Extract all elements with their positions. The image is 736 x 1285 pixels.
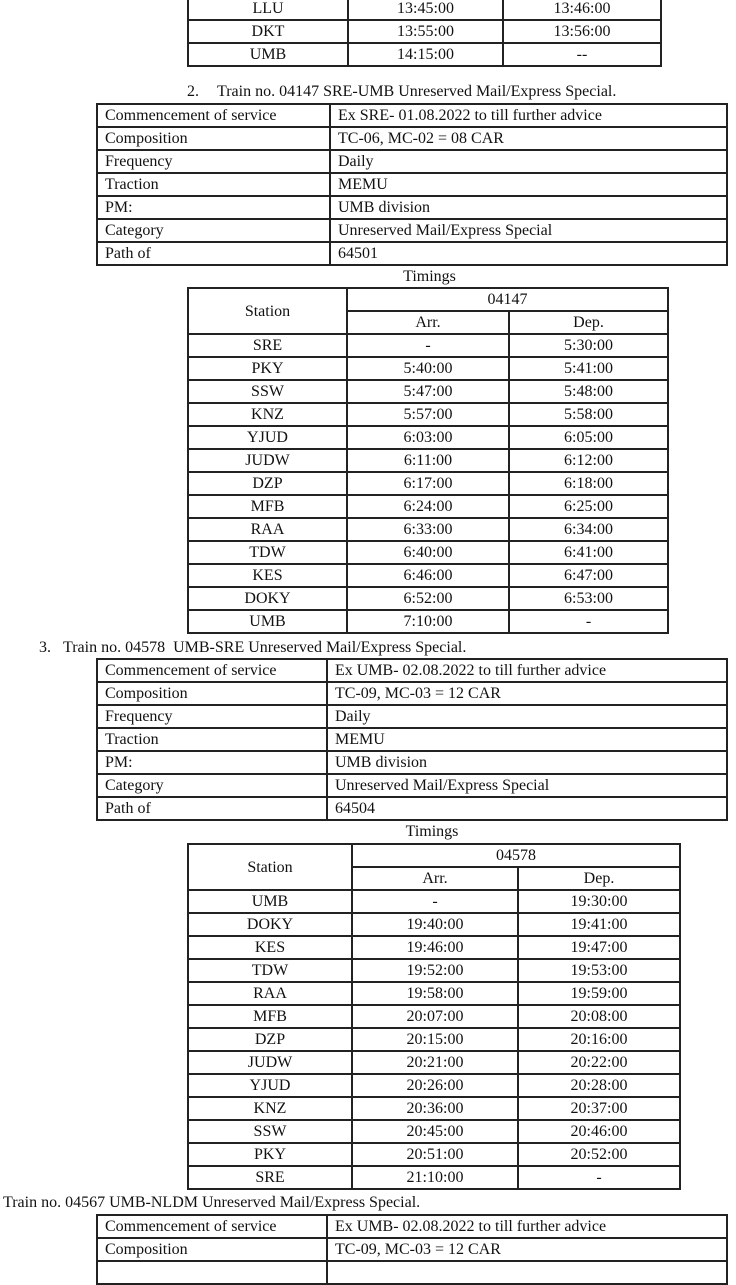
timetable-row [188, 449, 668, 472]
info-row [97, 104, 727, 127]
station-cell: PKY [188, 1143, 352, 1166]
departure-cell: 6:34:00 [509, 518, 668, 541]
station-cell: MFB [188, 495, 347, 518]
info-label: Composition [97, 682, 327, 705]
info-value [327, 1261, 727, 1284]
arrival-cell: 20:15:00 [352, 1028, 518, 1051]
departure-cell: 13:46:00 [503, 0, 661, 20]
info-value: MEMU [327, 728, 727, 751]
departure-cell: 6:47:00 [509, 564, 668, 587]
timetable-row [188, 1005, 680, 1028]
station-cell: JUDW [188, 1051, 352, 1074]
timetable-row [188, 587, 668, 610]
timetable-row [188, 1097, 680, 1120]
info-label [97, 1261, 327, 1284]
arrival-cell: 5:47:00 [347, 380, 509, 403]
arrival-cell: 6:40:00 [347, 541, 509, 564]
info-row [97, 150, 727, 173]
arrival-cell: 20:51:00 [352, 1143, 518, 1166]
info-value: Daily [330, 150, 727, 173]
station-cell: MFB [188, 1005, 352, 1028]
departure-cell: 6:25:00 [509, 495, 668, 518]
section-3-heading [39, 638, 466, 658]
timetable-row [188, 1074, 680, 1097]
timetable-row [188, 890, 680, 913]
station-cell: KNZ [188, 1097, 352, 1120]
arrival-cell: 19:52:00 [352, 959, 518, 982]
station-cell: SRE [188, 334, 347, 357]
station-cell: YJUD [188, 1074, 352, 1097]
info-label: Commencement of service [97, 659, 327, 682]
station-cell: RAA [188, 518, 347, 541]
info-row [97, 774, 727, 797]
info-value: 64501 [330, 242, 727, 265]
info-row [97, 705, 727, 728]
train-number-header: 04578 [352, 844, 680, 867]
station-cell: DZP [188, 472, 347, 495]
timetable-row [188, 1051, 680, 1074]
departure-cell: 5:41:00 [509, 357, 668, 380]
departure-cell: 5:58:00 [509, 403, 668, 426]
departure-header: Dep. [518, 867, 680, 890]
departure-cell: 20:16:00 [518, 1028, 680, 1051]
arrival-cell: 6:11:00 [347, 449, 509, 472]
arrival-cell: 13:55:00 [348, 20, 503, 43]
station-cell: UMB [188, 890, 352, 913]
info-row [97, 219, 727, 242]
train-number-header: 04147 [347, 288, 668, 311]
section-2-timings-label: Timings [403, 268, 456, 285]
info-label: Commencement of service [97, 1215, 327, 1238]
departure-cell: 6:18:00 [509, 472, 668, 495]
station-cell: SSW [188, 380, 347, 403]
station-cell: JUDW [188, 449, 347, 472]
station-cell: DOKY [188, 587, 347, 610]
station-header: Station [188, 288, 347, 334]
info-label: Path of [97, 797, 327, 820]
timetable-row [188, 913, 680, 936]
info-value: MEMU [330, 173, 727, 196]
info-label: Category [97, 774, 327, 797]
arrival-cell: 5:57:00 [347, 403, 509, 426]
departure-header: Dep. [509, 311, 668, 334]
info-label: Composition [97, 127, 330, 150]
section-3-title: Train no. 04578 UMB-SRE Unreserved Mail/Express Special. [63, 639, 467, 656]
info-value: UMB division [327, 751, 727, 774]
section-2-info-table [96, 103, 728, 266]
info-row [97, 1238, 727, 1261]
arrival-cell: 6:33:00 [347, 518, 509, 541]
station-cell: UMB [188, 43, 348, 66]
station-cell: UMB [188, 610, 347, 633]
station-cell: DZP [188, 1028, 352, 1051]
departure-cell: 6:12:00 [509, 449, 668, 472]
station-header: Station [188, 844, 352, 890]
info-label: Commencement of service [97, 104, 330, 127]
section-3-number: 3. [39, 639, 51, 656]
info-label: Category [97, 219, 330, 242]
departure-cell: 6:41:00 [509, 541, 668, 564]
arrival-cell: 21:10:00 [352, 1166, 518, 1189]
arrival-cell: 5:40:00 [347, 357, 509, 380]
arrival-cell: 20:07:00 [352, 1005, 518, 1028]
timetable-row [188, 1028, 680, 1051]
departure-cell: 20:28:00 [518, 1074, 680, 1097]
departure-cell: 19:41:00 [518, 913, 680, 936]
departure-cell: 5:48:00 [509, 380, 668, 403]
arrival-cell: 20:26:00 [352, 1074, 518, 1097]
timetable-row [188, 518, 668, 541]
timetable-row [188, 357, 668, 380]
timetable-row [188, 541, 668, 564]
departure-cell: 20:37:00 [518, 1097, 680, 1120]
info-label: Path of [97, 242, 330, 265]
timetable-row [188, 0, 661, 20]
timetable-row [188, 380, 668, 403]
arrival-cell: 20:45:00 [352, 1120, 518, 1143]
info-row [97, 173, 727, 196]
section-3-timetable [187, 843, 681, 1190]
arrival-cell: 13:45:00 [348, 0, 503, 20]
departure-cell: 13:56:00 [503, 20, 661, 43]
info-label: Frequency [97, 705, 327, 728]
station-cell: TDW [188, 541, 347, 564]
section-3-timings-label: Timings [405, 823, 459, 840]
arrival-cell: 6:17:00 [347, 472, 509, 495]
arrival-cell: - [347, 334, 509, 357]
section-4-info-table [96, 1214, 728, 1285]
arrival-cell: 7:10:00 [347, 610, 509, 633]
departure-cell: 20:22:00 [518, 1051, 680, 1074]
section-2-heading [187, 82, 616, 102]
timetable-row [188, 495, 668, 518]
arrival-cell: 19:46:00 [352, 936, 518, 959]
timetable-row [188, 564, 668, 587]
top-fragment-timetable [187, 0, 662, 67]
section-2-timetable [187, 287, 669, 634]
info-value: Ex SRE- 01.08.2022 to till further advice [330, 104, 727, 127]
departure-cell: 5:30:00 [509, 334, 668, 357]
timetable-row [188, 982, 680, 1005]
timetable-row [188, 610, 668, 633]
info-value: TC-09, MC-03 = 12 CAR [327, 682, 727, 705]
info-value: Ex UMB- 02.08.2022 to till further advice [327, 1215, 727, 1238]
departure-cell: 20:52:00 [518, 1143, 680, 1166]
departure-cell: - [518, 1166, 680, 1189]
departure-cell: 19:30:00 [518, 890, 680, 913]
station-cell: KES [188, 936, 352, 959]
arrival-cell: 20:36:00 [352, 1097, 518, 1120]
arrival-cell: 6:46:00 [347, 564, 509, 587]
arrival-cell: - [352, 890, 518, 913]
departure-cell: 19:47:00 [518, 936, 680, 959]
arrival-header: Arr. [347, 311, 509, 334]
departure-cell: -- [503, 43, 661, 66]
info-label: PM: [97, 751, 327, 774]
timetable-row [188, 43, 661, 66]
departure-cell: 19:59:00 [518, 982, 680, 1005]
section-4-heading: Train no. 04567 UMB-NLDM Unreserved Mail/Express Special. [3, 1194, 421, 1211]
departure-cell: 20:46:00 [518, 1120, 680, 1143]
info-label: Traction [97, 173, 330, 196]
info-row [97, 682, 727, 705]
info-row [97, 1215, 727, 1238]
info-value: UMB division [330, 196, 727, 219]
departure-cell: 6:05:00 [509, 426, 668, 449]
station-cell: DKT [188, 20, 348, 43]
arrival-cell: 6:52:00 [347, 587, 509, 610]
info-row [97, 659, 727, 682]
arrival-header: Arr. [352, 867, 518, 890]
info-label: Traction [97, 728, 327, 751]
info-value: Daily [327, 705, 727, 728]
info-value: TC-09, MC-03 = 12 CAR [327, 1238, 727, 1261]
arrival-cell: 14:15:00 [348, 43, 503, 66]
timetable-row [188, 1143, 680, 1166]
station-cell: RAA [188, 982, 352, 1005]
departure-cell: - [509, 610, 668, 633]
info-row [97, 1261, 727, 1284]
timetable-row [188, 1120, 680, 1143]
arrival-cell: 19:40:00 [352, 913, 518, 936]
station-cell: DOKY [188, 913, 352, 936]
info-label: Frequency [97, 150, 330, 173]
arrival-cell: 20:21:00 [352, 1051, 518, 1074]
station-cell: LLU [188, 0, 348, 20]
section-2-title: Train no. 04147 SRE-UMB Unreserved Mail/Express Special. [217, 83, 617, 100]
departure-cell: 19:53:00 [518, 959, 680, 982]
departure-cell: 20:08:00 [518, 1005, 680, 1028]
timetable-row [188, 472, 668, 495]
timetable-row [188, 426, 668, 449]
info-row [97, 242, 727, 265]
timetable-row [188, 334, 668, 357]
timetable-row [188, 959, 680, 982]
station-cell: SSW [188, 1120, 352, 1143]
info-value: Unreserved Mail/Express Special [330, 219, 727, 242]
info-row [97, 797, 727, 820]
arrival-cell: 19:58:00 [352, 982, 518, 1005]
timetable-row [188, 1166, 680, 1189]
info-row [97, 728, 727, 751]
timetable-row [188, 20, 661, 43]
info-value: Unreserved Mail/Express Special [327, 774, 727, 797]
info-value: 64504 [327, 797, 727, 820]
timetable-row [188, 403, 668, 426]
info-row [97, 751, 727, 774]
info-row [97, 127, 727, 150]
station-cell: YJUD [188, 426, 347, 449]
info-label: PM: [97, 196, 330, 219]
timetable-row [188, 936, 680, 959]
station-cell: KNZ [188, 403, 347, 426]
section-2-number: 2. [187, 83, 199, 100]
info-row [97, 196, 727, 219]
station-cell: PKY [188, 357, 347, 380]
station-cell: KES [188, 564, 347, 587]
arrival-cell: 6:03:00 [347, 426, 509, 449]
info-value: TC-06, MC-02 = 08 CAR [330, 127, 727, 150]
arrival-cell: 6:24:00 [347, 495, 509, 518]
station-cell: SRE [188, 1166, 352, 1189]
departure-cell: 6:53:00 [509, 587, 668, 610]
info-label: Composition [97, 1238, 327, 1261]
section-3-info-table [96, 658, 728, 821]
info-value: Ex UMB- 02.08.2022 to till further advice [327, 659, 727, 682]
station-cell: TDW [188, 959, 352, 982]
